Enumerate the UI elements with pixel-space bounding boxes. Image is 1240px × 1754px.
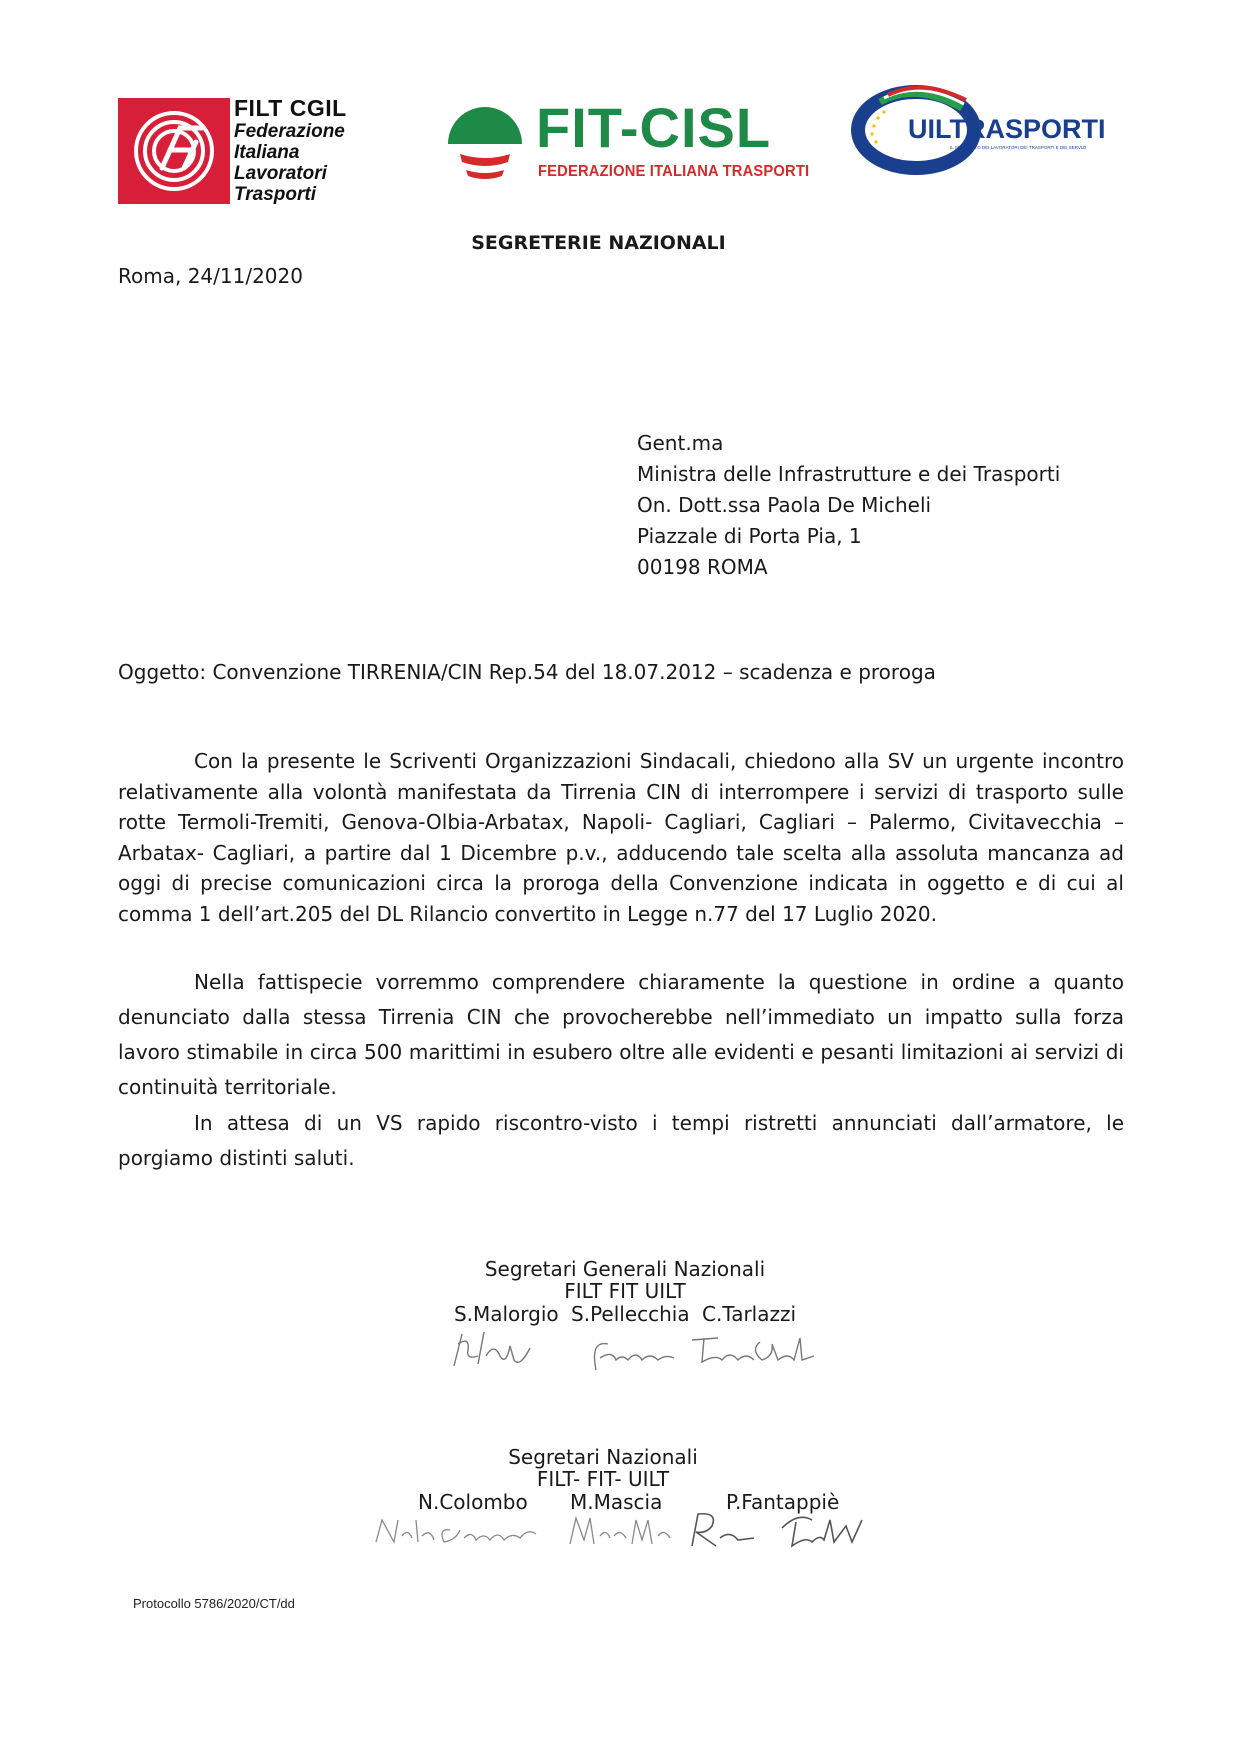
uiltrasporti-tagline: IL SINDACATO DEI LAVORATORI DEI TRASPORTI E DEI SERVIZI	[950, 145, 1087, 150]
signature-pellecchia	[588, 1330, 678, 1374]
filt-line-italiana: Italiana	[234, 142, 300, 163]
signature-colombo	[372, 1512, 552, 1552]
national-secretaries-title: Segretari Nazionali	[508, 1445, 698, 1469]
recipient-salutation: Gent.ma	[637, 431, 724, 455]
uiltrasporti-title: UILTRASPORTI	[908, 114, 1106, 144]
recipient-address	[637, 428, 1060, 583]
national-name-fantappie: P.Fantappiè	[726, 1490, 840, 1514]
letter-subject: Oggetto: Convenzione TIRRENIA/CIN Rep.54 del 18.07.2012 – scadenza e proroga	[118, 660, 936, 684]
general-secretaries-names: S.Malorgio S.Pellecchia C.Tarlazzi	[453, 1302, 797, 1326]
filt-swirl-icon	[118, 98, 230, 204]
paragraph-2-text: Nella fattispecie vorremmo comprendere chiaramente la questione in ordine a quanto denunciato dalla stessa Tirrenia CIN che provocherebbe nell’immediato un impatto sulla forza lavoro stimabile in circa 500 marittimi in esubero oltre alle evidenti e pesanti limitazioni ai servizi di continuità territoriale.	[118, 970, 1124, 1099]
fit-cisl-subtitle: FEDERAZIONE ITALIANA TRASPORTI	[538, 163, 810, 180]
filt-line-trasporti: Trasporti	[234, 184, 317, 205]
filt-line-lavoratori: Lavoratori	[234, 163, 327, 184]
uiltrasporti-logo	[850, 82, 1120, 178]
recipient-role: Ministra delle Infrastrutture e dei Trasporti	[637, 462, 1061, 486]
letter-date: Roma, 24/11/2020	[118, 264, 303, 288]
filt-cgil-logo-mark	[118, 98, 230, 204]
signature-malorgio	[448, 1326, 538, 1376]
filt-cgil-name: FILT CGIL	[234, 95, 347, 121]
recipient-street: Piazzale di Porta Pia, 1	[637, 524, 862, 548]
paragraph-3-text: In attesa di un VS rapido riscontro-visto i tempi ristretti annunciati dall’armatore, le porgiamo distinti saluti.	[118, 1111, 1124, 1170]
signature-tarlazzi	[688, 1330, 818, 1370]
filt-line-federazione: Federazione	[234, 121, 345, 142]
letter-header: SEGRETERIE NAZIONALI	[471, 232, 726, 254]
fit-cisl-logo-mark	[444, 96, 526, 188]
paragraph-1-text: Con la presente le Scriventi Organizzazioni Sindacali, chiedono alla SV un urgente incontro relativamente alla volontà manifestata da Tirrenia CIN di interrompere i servizi di trasporto sulle rotte Termoli-Tremiti, Genova-Olbia-Arbatax, Napoli- Cagliari, Cagliari – Palermo, Civitavecchia – Arbatax- Cagliari, a partire dal 1 Dicembre p.v., adducendo tale scelta alla assoluta mancanza ad oggi di precise comunicazioni circa la proroga della Convenzione indicata in oggetto e di cui al comma 1 dell’art.205 del DL Rilancio convertito in Legge n.77 del 17 Luglio 2020.	[118, 749, 1124, 926]
protocol-number: Protocollo 5786/2020/CT/dd	[133, 1596, 295, 1611]
body-paragraph-1	[118, 746, 1124, 929]
general-secretaries-orgs: FILT FIT UILT	[564, 1279, 686, 1303]
general-secretaries-title: Segretari Generali Nazionali	[484, 1257, 766, 1281]
fit-cisl-title: FIT-CISL	[536, 96, 772, 159]
national-secretaries-orgs: FILT- FIT- UILT	[536, 1467, 670, 1491]
body-paragraph-2	[118, 965, 1124, 1105]
signature-mascia	[566, 1510, 676, 1552]
filt-cgil-logo-text	[234, 96, 347, 205]
national-name-colombo: N.Colombo	[418, 1490, 528, 1514]
recipient-city: 00198 ROMA	[637, 555, 768, 579]
signature-fantappie	[688, 1506, 888, 1556]
body-paragraph-3	[118, 1106, 1124, 1176]
national-name-mascia: M.Mascia	[570, 1490, 663, 1514]
recipient-name: On. Dott.ssa Paola De Micheli	[637, 493, 932, 517]
